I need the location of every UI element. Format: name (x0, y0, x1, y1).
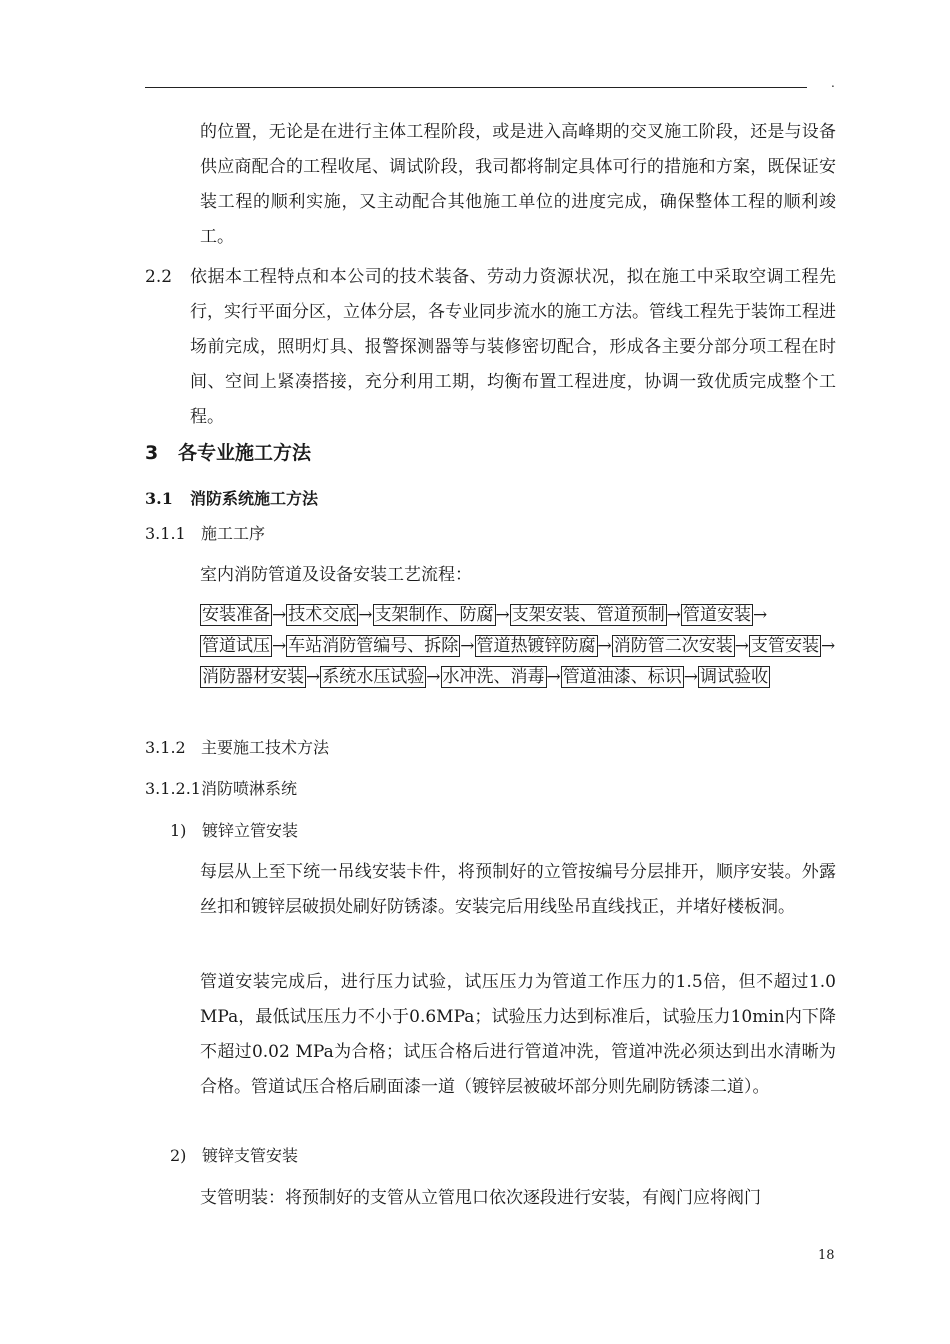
heading-3-1-1-number: 3.1.1 (145, 524, 186, 543)
item-2-paragraph-1: 支管明装：将预制好的支管从立管甩口依次逐段进行安装，有阀门应将阀门 (200, 1188, 761, 1208)
flow-step: 技术交底 (288, 605, 357, 625)
item-1-paragraph-1: 每层从上至下统一吊线安装卡件，将预制好的立管按编号分层排开，顺序安装。外露丝扣和镀锌层破损处刷好防锈漆。安装完后用线坠吊直线找正，并堵好楼板洞。 (200, 862, 836, 917)
flow-arrow-icon: → (597, 636, 612, 656)
item-2-title: 镀锌支管安装 (202, 1146, 299, 1165)
flow-arrow-icon: → (546, 667, 561, 687)
flow-arrow-icon: → (821, 636, 836, 656)
flow-step: 消防管二次安装 (613, 636, 733, 656)
heading-3-1-2-1 (145, 774, 297, 804)
flow-step: 支架制作、防腐 (374, 605, 494, 625)
flow-arrow-icon: → (426, 667, 441, 687)
item-1-heading (170, 816, 298, 846)
item-2-heading (170, 1141, 298, 1171)
heading-3-1-1 (145, 519, 265, 549)
flow-arrow-icon: → (753, 605, 768, 625)
flow-arrow-icon: → (306, 667, 321, 687)
heading-3-title: 各专业施工方法 (178, 442, 312, 464)
heading-3-1-title: 消防系统施工方法 (190, 489, 319, 508)
flow-step: 消防器材安装 (202, 667, 304, 687)
heading-3-1-1-title: 施工工序 (201, 524, 266, 543)
flow-arrow-icon: → (272, 605, 287, 625)
flow-step: 支管安装 (751, 636, 819, 656)
flow-step: 安装准备 (202, 605, 270, 625)
heading-3-1-number: 3.1 (145, 489, 173, 508)
heading-3-1 (145, 484, 318, 514)
flow-step: 车站消防管编号、拆除 (288, 636, 459, 656)
flow-intro: 室内消防管道及设备安装工艺流程： (200, 565, 472, 585)
flow-step: 管道试压 (202, 636, 270, 656)
paragraph-continued: 的位置，无论是在进行主体工程阶段，或是进入高峰期的交叉施工阶段，还是与设备供应商配合的工程收尾、调试阶段，我司都将制定具体可行的措施和方案，既保证安装工程的顺利实施，又主动配合其他施工单位的进度完成，确保整体工程的顺利竣工。 (200, 122, 836, 247)
item-1-paragraph-2: 管道安装完成后，进行压力试验，试压压力为管道工作压力的1.5倍，但不超过1.0 MPa，最低试压压力不小于0.6MPa；试验压力达到标准后，试验压力10min内下降不超过0.02 MPa为合格；试压合格后进行管道冲洗，管道冲洗必须达到出水清晰为合格。管道试压合格后刷面漆一道（镀锌层被破坏部分则先刷防锈漆二道）。 (200, 972, 836, 1097)
heading-3-1-2-1-number: 3.1.2.1 (145, 779, 201, 798)
flow-step: 管道安装 (683, 605, 751, 625)
header-dot: . (831, 76, 835, 90)
heading-3-number: 3 (145, 442, 159, 464)
heading-3-1-2-number: 3.1.2 (145, 738, 186, 757)
flow-arrow-icon: → (666, 605, 681, 625)
section-2-2-text (190, 260, 836, 435)
heading-3 (145, 437, 311, 469)
flow-arrow-icon: → (272, 636, 287, 656)
flow-step: 调试验收 (700, 667, 768, 687)
item-1-title: 镀锌立管安装 (202, 821, 299, 840)
section-2-2-number: 2.2 (145, 267, 173, 287)
process-flow (200, 600, 836, 693)
flow-arrow-icon: → (734, 636, 749, 656)
flow-step: 支架安装、管道预制 (511, 605, 665, 625)
item-2-number: 2) (170, 1146, 187, 1165)
heading-3-1-2-1-title: 消防喷淋系统 (200, 779, 297, 798)
page-number: 18 (818, 1248, 835, 1263)
flow-arrow-icon: → (460, 636, 475, 656)
item-1-number: 1) (170, 821, 187, 840)
flow-arrow-icon: → (495, 605, 510, 625)
flow-arrow-icon: → (683, 667, 698, 687)
flow-arrow-icon: → (358, 605, 373, 625)
heading-3-1-2-title: 主要施工技术方法 (201, 738, 330, 757)
section-2-2-body: 依据本工程特点和本公司的技术装备、劳动力资源状况，拟在施工中采取空调工程先行，实行平面分区，立体分层，各专业同步流水的施工方法。管线工程先于装饰工程进场前完成，照明灯具、报警探测器等与装修密切配合，形成各主要分部分项工程在时间、空间上紧凑搭接，充分利用工期，均衡布置工程进度，协调一致优质完成整个工程。 (190, 267, 836, 427)
flow-step: 系统水压试验 (322, 667, 425, 687)
flow-step: 水冲洗、消毒 (442, 667, 545, 687)
heading-3-1-2 (145, 733, 329, 763)
header-rule (145, 87, 807, 88)
flow-step: 管道油漆、标识 (562, 667, 682, 687)
flow-step: 管道热镀锌防腐 (476, 636, 596, 656)
